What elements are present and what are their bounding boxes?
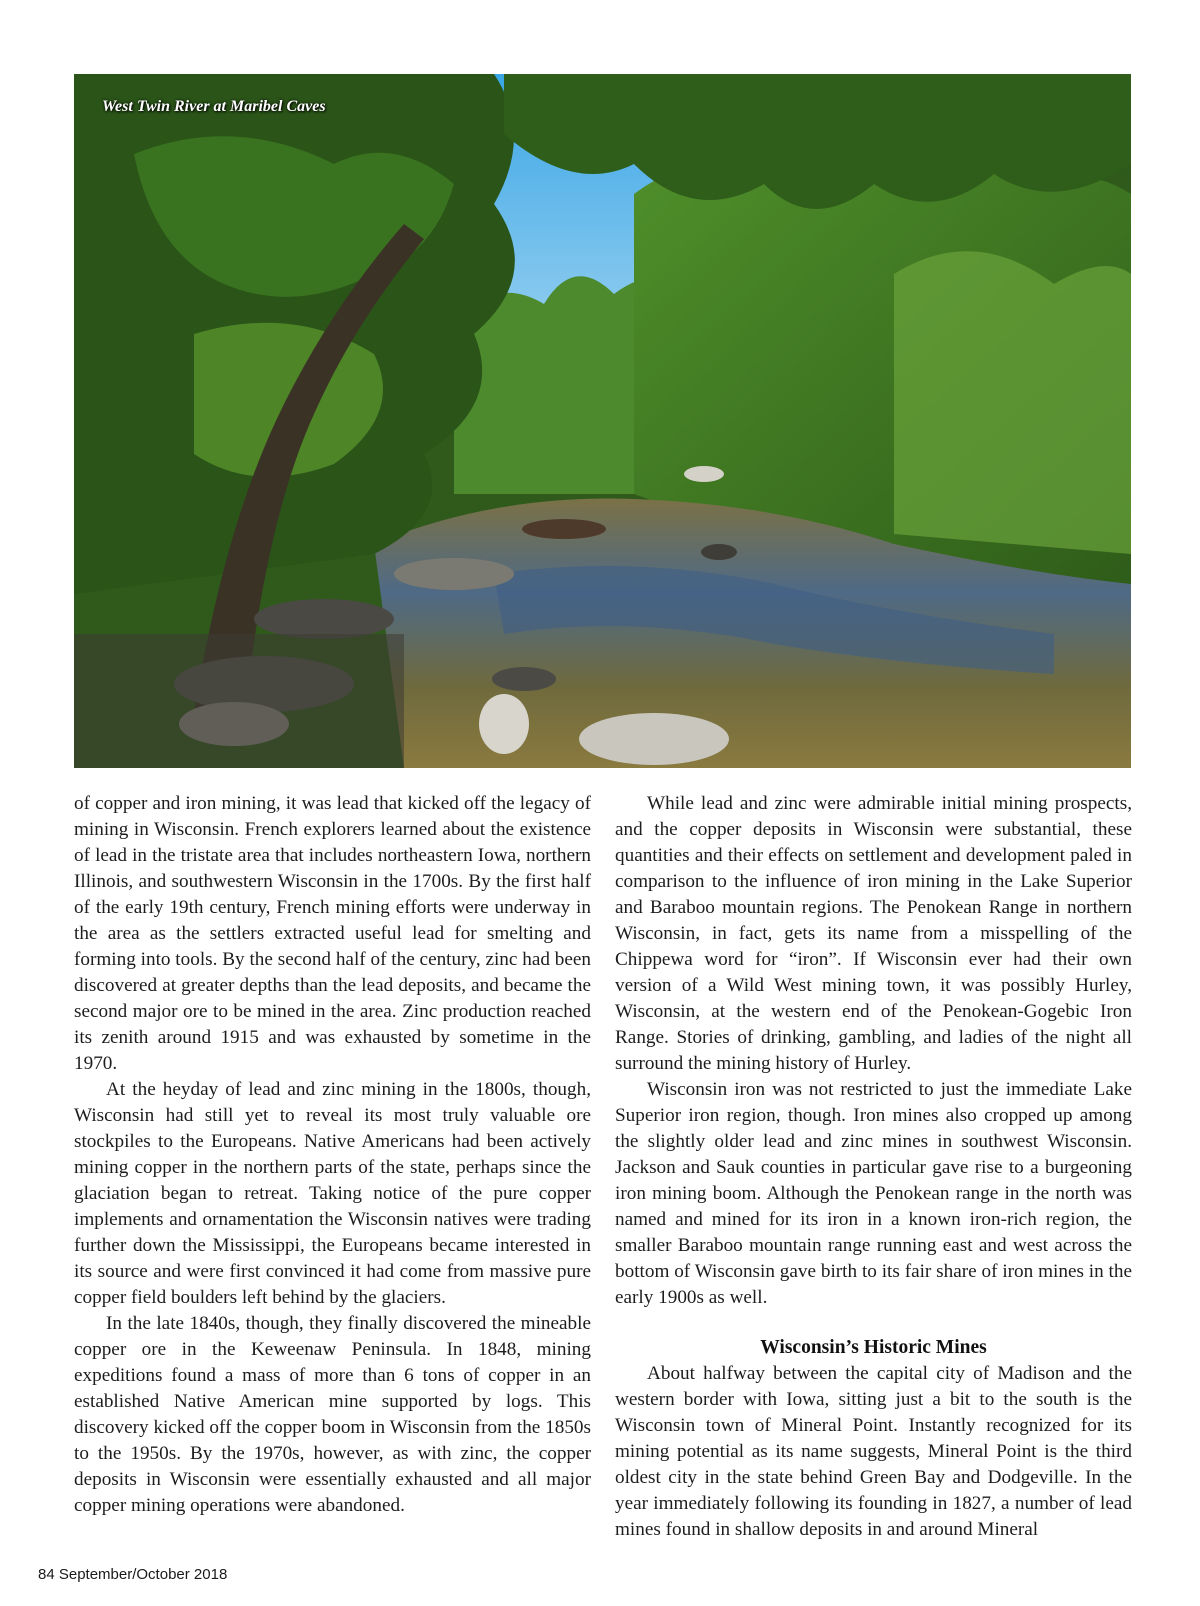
section-heading: Wisconsin’s Historic Mines — [760, 1337, 987, 1358]
body-paragraph: While lead and zinc were admirable initial mining prospects, and the copper deposits in Wisconsin were substantial, these quantities and their effects on settlement and development paled in comparison to the influence of iron mining in the Lake Superior and Baraboo mountain regions. The Penokean Range in northern Wisconsin, in fact, gets its name from a misspelling of the Chippewa word for “iron”. If Wisconsin ever had their own version of a Wild West mining town, it was possibly Hurley, Wisconsin, at the western end of the Penokean-Gogebic Iron Range. Stories of drinking, gambling, and ladies of the night all surround the mining history of Hurley. — [615, 793, 1132, 1074]
body-paragraph: In the late 1840s, though, they finally discovered the mineable copper ore in the Keweenaw Peninsula. In 1848, mining expeditions found a mass of more than 6 tons of copper in an established Native American mine supported by logs. This discovery kicked off the copper boom in Wisconsin from the 1850s to the 1950s. By the 1970s, however, as with zinc, the copper deposits in Wisconsin were essentially exhausted and all major copper mining operations were abandoned. — [74, 1313, 591, 1516]
river-photo — [74, 74, 1131, 768]
river-photo-image — [74, 74, 1131, 768]
photo-caption: West Twin River at Maribel Caves — [102, 98, 326, 115]
body-paragraph: At the heyday of lead and zinc mining in the 1800s, though, Wisconsin had still yet to reveal its most truly valuable ore stockpiles to the Europeans. Native Americans had been actively mining copper in the northern parts of the state, perhaps since the glaciation began to retreat. Taking notice of the pure copper implements and ornamentation the Wisconsin natives were trading further down the Mississippi, the Europeans became interested in its source and were first convinced it had come from massive pure copper field boulders left behind by the glaciers. — [74, 1079, 591, 1308]
body-paragraph: Wisconsin iron was not restricted to just the immediate Lake Superior iron region, though. Iron mines also cropped up among the slightly older lead and zinc mines in southwest Wisconsin. Jackson and Sauk counties in particular gave rise to a burgeoning iron mining boom. Although the Penokean range in the north was named and mined for its iron in a known iron-rich region, the smaller Baraboo mountain range running east and west across the bottom of Wisconsin gave birth to its fair share of iron mines in the early 1900s as well. — [615, 1079, 1132, 1308]
body-paragraph: of copper and iron mining, it was lead that kicked off the legacy of mining in Wisconsin. French explorers learned about the existence of lead in the tristate area that includes northeastern Iowa, northern Illinois, and southwestern Wisconsin in the 1700s. By the first half of the early 19th century, French mining efforts were underway in the area as the settlers extracted useful lead for smelting and forming into tools. By the second half of the century, zinc had been discovered at greater depths than the lead deposits, and became the second major ore to be mined in the area. Zinc production reached its zenith around 1915 and was exhausted by sometime in the 1970. — [74, 793, 591, 1074]
right-column — [615, 791, 1132, 1543]
page-folio: 84 September/October 2018 — [38, 1566, 228, 1583]
left-column — [74, 791, 591, 1519]
body-paragraph: About halfway between the capital city of Madison and the western border with Iowa, sitting just a bit to the south is the Wisconsin town of Mineral Point. Instantly recognized for its mining potential as its name suggests, Mineral Point is the third oldest city in the state behind Green Bay and Dodgeville. In the year immediately following its founding in 1827, a number of lead mines found in shallow deposits in and around Mineral — [615, 1363, 1132, 1540]
